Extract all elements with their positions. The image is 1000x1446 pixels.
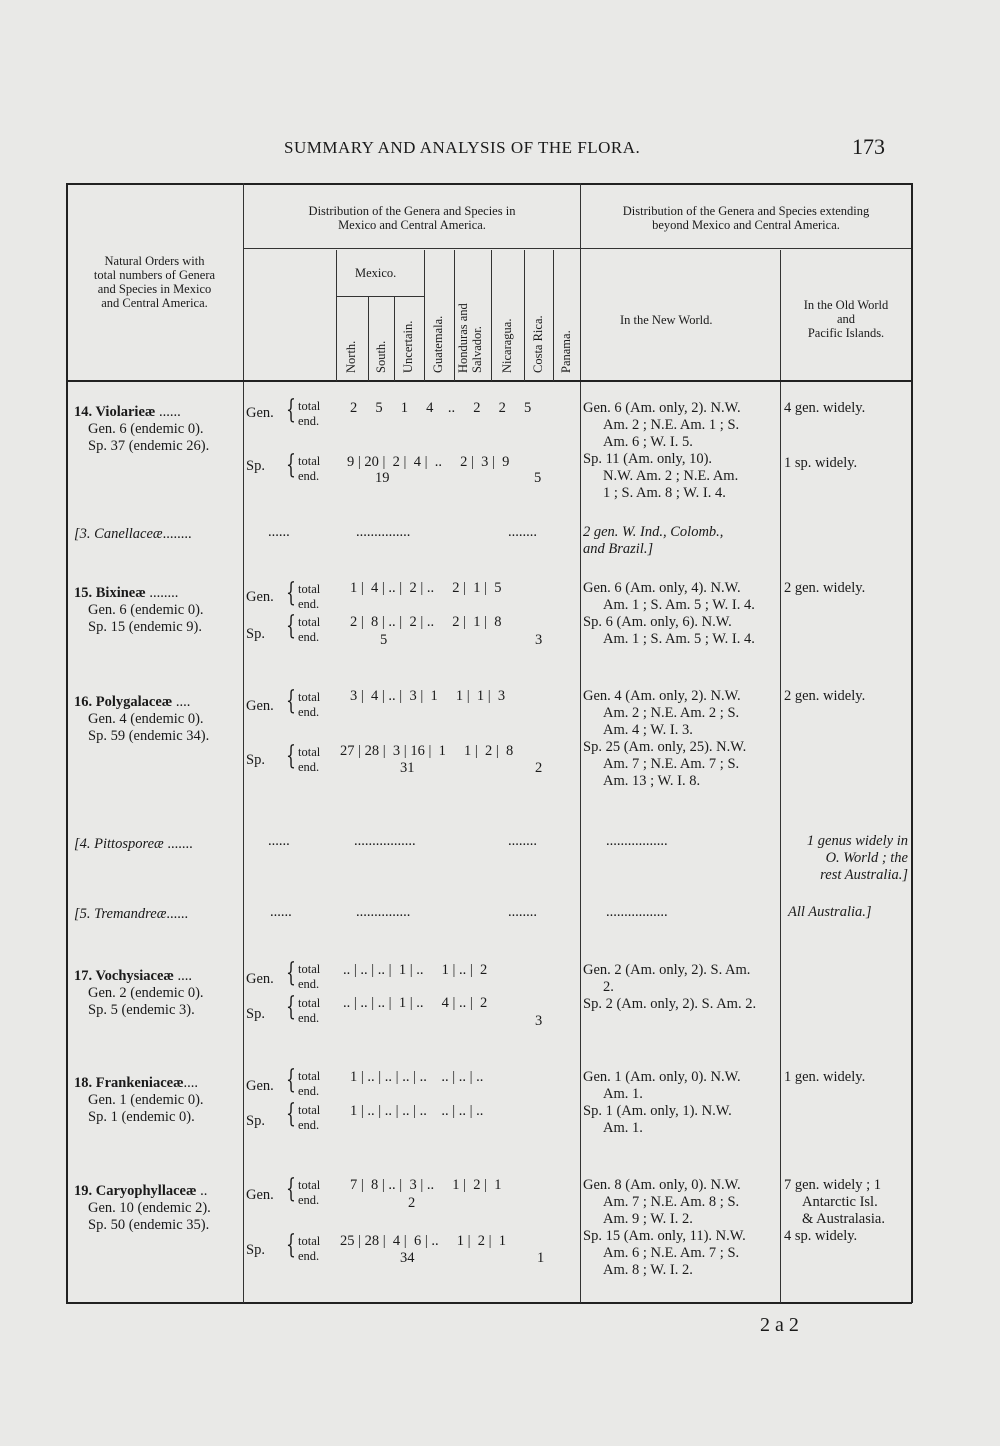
- col-costa-rica: Costa Rica.: [531, 315, 545, 373]
- dotted-leader: ......: [270, 904, 292, 920]
- total-label: total: [298, 690, 321, 704]
- brace: {: [286, 741, 296, 771]
- end-label: end.: [298, 1084, 320, 1098]
- col-rule-newworld: [780, 250, 781, 1303]
- old-world-text: 2 gen. widely.: [784, 688, 866, 704]
- sp-label: Sp.: [246, 1242, 265, 1258]
- brace: {: [286, 395, 296, 425]
- order-genera: Gen. 1 (endemic 0).: [88, 1092, 204, 1108]
- col-sep-1: [336, 250, 337, 381]
- genus-counts: 3 | 4 | .. | 3 | 1 1 | 1 | 3: [350, 688, 506, 704]
- endemic-mexico: 31: [400, 760, 415, 776]
- page-number: 173: [852, 134, 885, 159]
- end-label: end.: [298, 414, 320, 428]
- brace: {: [286, 1065, 296, 1095]
- old-world-text: 4 gen. widely.: [784, 400, 866, 416]
- end-label: end.: [298, 1193, 320, 1207]
- col-sep-6: [491, 250, 492, 381]
- dotted-leader: ...............: [356, 904, 411, 920]
- new-world-text: Gen. 2 (Am. only, 2). S. Am. 2. Sp. 2 (Am. only, 2). S. Am. 2.: [583, 962, 757, 1012]
- gen-label: Gen.: [246, 1078, 274, 1094]
- dotted-leader: .................: [354, 833, 416, 849]
- brace: {: [286, 1174, 296, 1204]
- total-label: total: [298, 582, 321, 596]
- col-nicaragua: Nicaragua.: [500, 318, 514, 373]
- col-sep-5: [454, 250, 455, 381]
- order-name: 17. Vochysiaceæ ....: [74, 968, 193, 984]
- dotted-leader: ......: [268, 833, 290, 849]
- col-north: North.: [344, 340, 358, 373]
- new-world-text: Gen. 6 (Am. only, 2). N.W. Am. 2 ; N.E. Am. 1 ; S. Am. 6 ; W. I. 5. Sp. 11 (Am. only, 10). N.W. Am. 2 ; N.E. Am. 1 ; S. Am. 8 ; W. I. 4.: [583, 400, 741, 501]
- sp-label: Sp.: [246, 458, 265, 474]
- new-world-text: Gen. 4 (Am. only, 2). N.W. Am. 2 ; N.E. Am. 2 ; S. Am. 4 ; W. I. 3. Sp. 25 (Am. only, 25). N.W. Am. 7 ; N.E. Am. 7 ; S. Am. 13 ; W. I. 8.: [583, 688, 747, 789]
- sp-label: Sp.: [246, 1113, 265, 1129]
- total-label: total: [298, 1069, 321, 1083]
- sp-label: Sp.: [246, 752, 265, 768]
- dotted-leader: ...............: [356, 524, 411, 540]
- dotted-leader: ........: [508, 904, 537, 920]
- brace: {: [286, 992, 296, 1022]
- col-honduras: Honduras and: [456, 303, 470, 373]
- brace: {: [286, 686, 296, 716]
- table-top-rule: [66, 183, 912, 185]
- brace: {: [286, 958, 296, 988]
- total-label: total: [298, 1234, 321, 1248]
- endemic-mexico: 5: [380, 632, 388, 648]
- table-left-rule: [66, 183, 68, 1303]
- new-world-text: 2 gen. W. Ind., Colomb., and Brazil.]: [583, 524, 724, 557]
- sp-label: Sp.: [246, 626, 265, 642]
- species-counts: 1 | .. | .. | .. | .. .. | .. | ..: [350, 1103, 484, 1119]
- genus-counts: .. | .. | .. | 1 | .. 1 | .. | 2: [343, 962, 488, 978]
- col-sep-8: [553, 250, 554, 381]
- end-label: end.: [298, 705, 320, 719]
- order-genera: Gen. 10 (endemic 2).: [88, 1200, 211, 1216]
- endemic-mexico: 19: [375, 470, 390, 486]
- signature-mark: 2 a 2: [760, 1314, 799, 1336]
- order-genera: Gen. 6 (endemic 0).: [88, 602, 204, 618]
- col-sep-2: [368, 296, 369, 381]
- header-rule-mexico: [336, 296, 424, 297]
- old-world-header: In the Old World and Pacific Islands.: [803, 298, 889, 340]
- total-label: total: [298, 399, 321, 413]
- total-label: total: [298, 1103, 321, 1117]
- header-bottom-rule: [66, 380, 912, 382]
- endemic-central: 5: [534, 470, 542, 486]
- endemic-central: 2: [535, 760, 543, 776]
- genus-counts: 2 5 1 4 .. 2 2 5: [350, 400, 532, 416]
- col-salvador: Salvador.: [470, 326, 484, 373]
- end-label: end.: [298, 597, 320, 611]
- end-label: end.: [298, 630, 320, 644]
- order-genera: Gen. 4 (endemic 0).: [88, 711, 204, 727]
- dotted-leader: ......: [268, 524, 290, 540]
- endemic-central: 1: [537, 1250, 545, 1266]
- col-sep-3: [394, 296, 395, 381]
- end-label: end.: [298, 760, 320, 774]
- running-head-title: SUMMARY AND ANALYSIS OF THE FLORA.: [284, 138, 641, 157]
- total-label: total: [298, 1178, 321, 1192]
- brace: {: [286, 450, 296, 480]
- table-bottom-rule: [66, 1302, 912, 1304]
- col-uncertain: Uncertain.: [401, 320, 415, 373]
- header-rule-1: [243, 248, 911, 249]
- species-counts: 27 | 28 | 3 | 16 | 1 1 | 2 | 8: [340, 743, 514, 759]
- mexico-header: Mexico.: [355, 266, 397, 280]
- brace: {: [286, 1099, 296, 1129]
- gen-label: Gen.: [246, 405, 274, 421]
- order-name: 15. Bixineæ ........: [74, 585, 179, 601]
- species-counts: .. | .. | .. | 1 | .. 4 | .. | 2: [343, 995, 488, 1011]
- order-species: Sp. 5 (endemic 3).: [88, 1002, 195, 1018]
- col-guatemala: Guatemala.: [431, 315, 445, 373]
- order-name: 16. Polygalaceæ ....: [74, 694, 191, 710]
- dotted-leader: .................: [606, 904, 668, 920]
- order-species: Sp. 15 (endemic 9).: [88, 619, 202, 635]
- col-rule-orders: [243, 183, 244, 1303]
- endemic-central: 3: [535, 1013, 543, 1029]
- order-name: 19. Caryophyllaceæ ..: [74, 1183, 208, 1199]
- col-rule-dist: [580, 183, 581, 1303]
- col-south: South.: [374, 340, 388, 373]
- col-sep-4: [424, 250, 425, 381]
- brace: {: [286, 578, 296, 608]
- species-counts: 9 | 20 | 2 | 4 | .. 2 | 3 | 9: [347, 454, 510, 470]
- order-species: Sp. 59 (endemic 34).: [88, 728, 210, 744]
- gen-label: Gen.: [246, 971, 274, 987]
- gen-label: Gen.: [246, 1187, 274, 1203]
- end-label: end.: [298, 1011, 320, 1025]
- order-genera: Gen. 6 (endemic 0).: [88, 421, 204, 437]
- new-world-text: Gen. 6 (Am. only, 4). N.W. Am. 1 ; S. Am. 5 ; W. I. 4. Sp. 6 (Am. only, 6). N.W. Am. 1 ; S. Am. 5 ; W. I. 4.: [583, 580, 755, 647]
- order-genera: Gen. 2 (endemic 0).: [88, 985, 204, 1001]
- dotted-leader: ........: [508, 833, 537, 849]
- new-world-text: Gen. 1 (Am. only, 0). N.W. Am. 1. Sp. 1 (Am. only, 1). N.W. Am. 1.: [583, 1069, 741, 1136]
- dist-mexico-header: Distribution of the Genera and Species in Mexico and Central America.: [308, 204, 516, 232]
- total-label: total: [298, 745, 321, 759]
- order-name: [4. Pittosporeæ .......: [74, 836, 193, 852]
- new-world-text: Gen. 8 (Am. only, 0). N.W. Am. 7 ; N.E. Am. 8 ; S. Am. 9 ; W. I. 2. Sp. 15 (Am. only, 11). N.W. Am. 6 ; N.E. Am. 7 ; S. Am. 8 ; W. I. 2.: [583, 1177, 746, 1278]
- dotted-leader: .................: [606, 833, 668, 849]
- species-counts: 25 | 28 | 4 | 6 | .. 1 | 2 | 1: [340, 1233, 507, 1249]
- order-name: 14. Violarieæ ......: [74, 404, 181, 420]
- genus-counts: 1 | 4 | .. | 2 | .. 2 | 1 | 5: [350, 580, 502, 596]
- gen-label: Gen.: [246, 589, 274, 605]
- new-world-header: In the New World.: [620, 313, 713, 327]
- total-label: total: [298, 996, 321, 1010]
- orders-header: Natural Orders with total numbers of Genera and Species in Mexico and Central America.: [93, 254, 216, 310]
- old-world-text: 1 sp. widely.: [784, 455, 858, 471]
- brace: {: [286, 611, 296, 641]
- old-world-text: 7 gen. widely ; 1 Antarctic Isl. & Australasia. 4 sp. widely.: [784, 1177, 885, 1244]
- order-species: Sp. 1 (endemic 0).: [88, 1109, 195, 1125]
- order-name: 18. Frankeniaceæ....: [74, 1075, 199, 1091]
- end-label: end.: [298, 1249, 320, 1263]
- sp-label: Sp.: [246, 1006, 265, 1022]
- table-right-rule: [911, 183, 913, 1303]
- total-label: total: [298, 454, 321, 468]
- order-species: Sp. 37 (endemic 26).: [88, 438, 210, 454]
- genus-counts: 1 | .. | .. | .. | .. .. | .. | ..: [350, 1069, 484, 1085]
- total-label: total: [298, 962, 321, 976]
- brace: {: [286, 1230, 296, 1260]
- total-label: total: [298, 615, 321, 629]
- old-world-text: 2 gen. widely.: [784, 580, 866, 596]
- endemic-mexico: 34: [400, 1250, 415, 1266]
- order-name: [5. Tremandreæ......: [74, 906, 189, 922]
- species-counts: 2 | 8 | .. | 2 | .. 2 | 1 | 8: [350, 614, 502, 630]
- col-panama: Panama.: [559, 330, 573, 373]
- endemic-mexico: 2: [408, 1195, 416, 1211]
- order-name: [3. Canellaceæ........: [74, 526, 192, 542]
- end-label: end.: [298, 977, 320, 991]
- genus-counts: 7 | 8 | .. | 3 | .. 1 | 2 | 1: [350, 1177, 502, 1193]
- dist-beyond-header: Distribution of the Genera and Species extending beyond Mexico and Central America.: [622, 204, 870, 232]
- gen-label: Gen.: [246, 698, 274, 714]
- old-world-text: All Australia.]: [788, 904, 872, 920]
- old-world-text: 1 gen. widely.: [784, 1069, 866, 1085]
- order-species: Sp. 50 (endemic 35).: [88, 1217, 210, 1233]
- end-label: end.: [298, 1118, 320, 1132]
- end-label: end.: [298, 469, 320, 483]
- old-world-text: 1 genus widely in O. World ; the rest Australia.]: [806, 833, 908, 883]
- col-sep-7: [524, 250, 525, 381]
- endemic-central: 3: [535, 632, 543, 648]
- dotted-leader: ........: [508, 524, 537, 540]
